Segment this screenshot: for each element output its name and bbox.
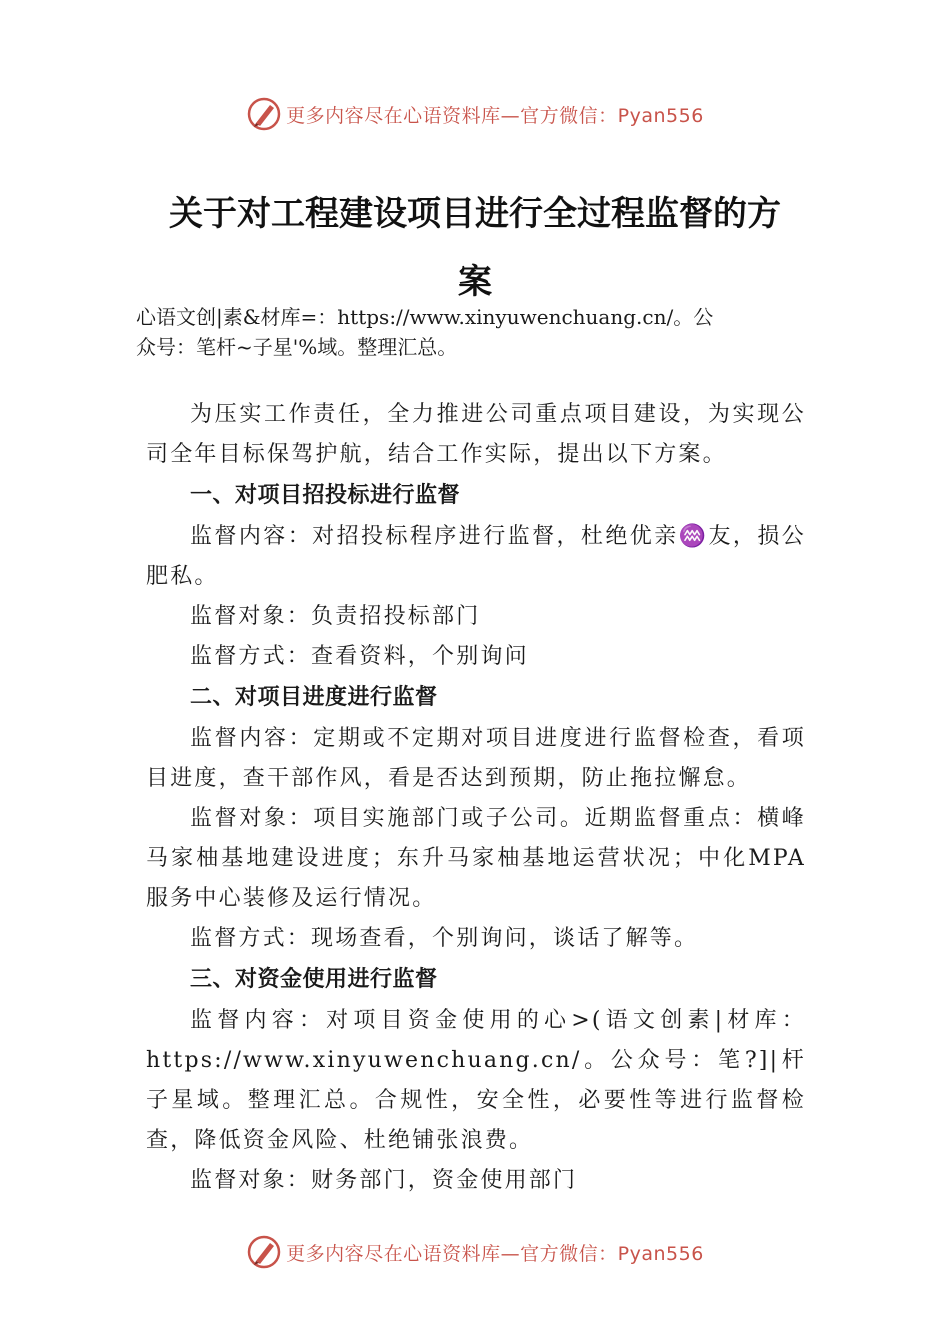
section-heading-2: 二、对项目进度进行监督 <box>190 685 438 710</box>
document-title-line1: 关于对工程建设项目进行全过程监督的方 <box>169 194 781 234</box>
paragraph: 监督内容：定期或不定期对项目进度进行监督检查，看项目进度，查干部作风，看是否达到预期，防止拖拉懈怠。 <box>146 726 806 791</box>
paragraph: 监督对象：财务部门，资金使用部门 <box>190 1168 578 1193</box>
paragraph: 监督方式：现场查看，个别询问，谈话了解等。 <box>190 926 699 951</box>
intro-paragraph: 为压实工作责任，全力推进公司重点项目建设，为实现公司全年目标保驾护航，结合工作实际，提出以下方案。 <box>146 402 806 467</box>
paragraph: 监督内容：对项目资金使用的心>(语文创素|材库：https://www.xinyuwenchuang.cn/。公众号：笔?]|杆子星域。整理汇总。合规性，安全性，必要性等进行监督检查，降低资金风险、杜绝铺张浪费。 <box>146 1008 806 1153</box>
footer-banner <box>0 1232 950 1272</box>
paragraph: 监督方式：查看资料，个别询问 <box>190 644 529 669</box>
header-banner <box>0 94 950 134</box>
banner-text: 更多内容尽在心语资料库—官方微信：Pyan556 <box>286 104 704 127</box>
section-heading-3: 三、对资金使用进行监督 <box>190 967 438 992</box>
document-body <box>146 395 806 1201</box>
pen-logo-icon <box>246 96 282 132</box>
paragraph: 监督对象：项目实施部门或子公司。近期监督重点：横峰马家柚基地建设进度；东升马家柚基地运营状况；中化MPA服务中心装修及运行情况。 <box>146 806 806 911</box>
paragraph: 监督内容：对招投标程序进行监督，杜绝优亲♒友，损公肥私。 <box>146 524 806 589</box>
banner-text: 更多内容尽在心语资料库—官方微信：Pyan556 <box>286 1242 704 1265</box>
paragraph: 监督对象：负责招投标部门 <box>190 604 481 629</box>
source-note-line1: 心语文创|素&材库=：https://www.xinyuwenchuang.cn/。公 <box>136 305 714 329</box>
pen-logo-icon <box>246 1234 282 1270</box>
source-note-line2: 众号：笔杆~子星'%域。整理汇总。 <box>136 335 458 359</box>
document-title-line2: 案 <box>458 262 492 302</box>
section-heading-1: 一、对项目招投标进行监督 <box>190 483 461 508</box>
